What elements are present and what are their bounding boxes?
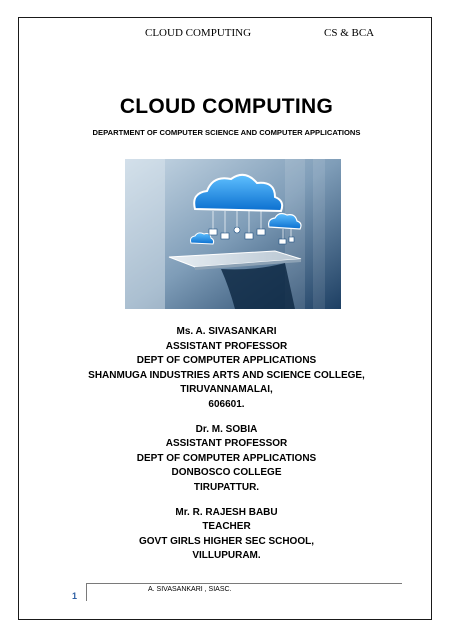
page-number: 1: [72, 591, 78, 601]
author-institution: GOVT GIRLS HIGHER SEC SCHOOL,: [138, 535, 314, 547]
author-designation: TEACHER: [202, 521, 251, 533]
footer-text: A. SIVASANKARI , SIASC.: [148, 586, 232, 593]
footer-divider: [86, 583, 402, 584]
author-block: [0, 506, 453, 564]
author-pincode: 606601.: [208, 398, 245, 410]
page-number-divider: [86, 584, 87, 601]
header-course: CS & BCA: [324, 27, 375, 39]
author-block: [0, 423, 453, 496]
author-list: [0, 325, 453, 574]
document-title: CLOUD COMPUTING: [119, 95, 334, 118]
author-designation: ASSISTANT PROFESSOR: [165, 438, 288, 450]
author-name: Mr. R. RAJESH BABU: [175, 506, 278, 518]
author-institution: SHANMUGA INDUSTRIES ARTS AND SCIENCE COLLEGE,: [88, 369, 365, 381]
header-title: CLOUD COMPUTING: [145, 27, 252, 39]
author-city: VILLUPURAM.: [192, 550, 261, 562]
author-department: DEPT OF COMPUTER APPLICATIONS: [136, 355, 317, 367]
author-designation: ASSISTANT PROFESSOR: [165, 340, 288, 352]
author-name: Ms. A. SIVASANKARI: [176, 326, 277, 337]
author-block: [0, 325, 453, 413]
cloud-computing-illustration: [125, 159, 341, 309]
author-city: TIRUPATTUR.: [193, 481, 260, 493]
author-name: Dr. M. SOBIA: [195, 423, 258, 435]
author-department: DEPT OF COMPUTER APPLICATIONS: [136, 452, 317, 464]
author-city: TIRUVANNAMALAI,: [180, 384, 273, 396]
document-subtitle: DEPARTMENT OF COMPUTER SCIENCE AND COMPUTER APPLICATIONS: [92, 128, 361, 137]
author-institution: DONBOSCO COLLEGE: [171, 467, 282, 479]
